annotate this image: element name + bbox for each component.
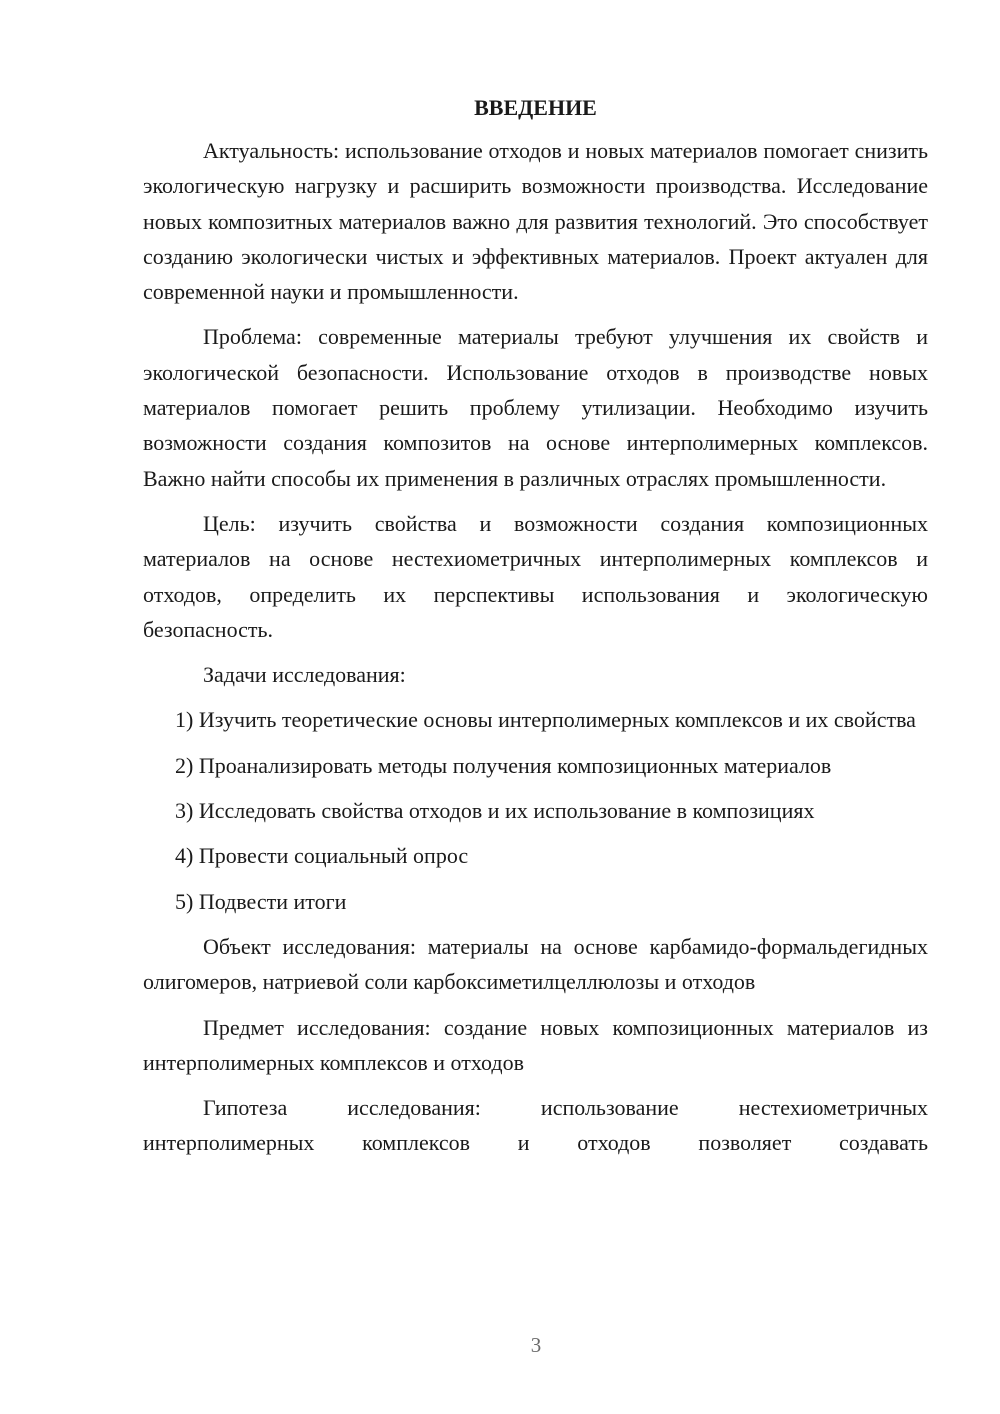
problem-paragraph: Проблема: современные материалы требуют улучшения их свойств и экологической безопасности. Использование отходов в производстве новых материалов помогает решить проблему утилизации. Необходимо изучить возможности создания композитов на основе интерполимерных комплексов. Важно найти способы их применения в различных отраслях промышленности. <box>143 324 928 491</box>
tasks-heading: Задачи исследования: <box>203 662 406 688</box>
page-title: ВВЕДЕНИЕ <box>474 95 597 120</box>
goal-paragraph: Цель: изучить свойства и возможности создания композиционных материалов на основе нестехиометричных интерполимерных комплексов и отходов, определить их перспективы использования и экологическую безопасность. <box>143 510 928 642</box>
hypothesis-paragraph: Гипотеза исследования: использование нестехиометричных интерполимерных комплексов и отходов позволяет создавать <box>143 1095 928 1156</box>
page-content <box>143 90 928 1171</box>
task-item-4: 4) Провести социальный опрос <box>175 843 469 869</box>
relevance-paragraph: Актуальность: использование отходов и новых материалов помогает снизить экологическую нагрузку и расширить возможности производства. Исследование новых композитных материалов важно для развития технологий. Это способствует созданию экологически чистых и эффективных материалов. Проект актуален для современной науки и промышленности. <box>143 138 928 305</box>
task-item-2: 2) Проанализировать методы получения композиционных материалов <box>175 752 832 778</box>
task-item-1: 1) Изучить теоретические основы интерполимерных комплексов и их свойства <box>175 707 916 733</box>
task-item-3: 3) Исследовать свойства отходов и их использование в композициях <box>175 798 815 824</box>
page-number: 3 <box>530 1333 542 1357</box>
subject-paragraph: Предмет исследования: создание новых композиционных материалов из интерполимерных комплексов и отходов <box>143 1014 928 1075</box>
object-paragraph: Объект исследования: материалы на основе карбамидо-формальдегидных олигомеров, натриевой соли карбоксиметилцеллюлозы и отходов <box>143 933 928 995</box>
task-item-5: 5) Подвести итоги <box>175 888 347 914</box>
